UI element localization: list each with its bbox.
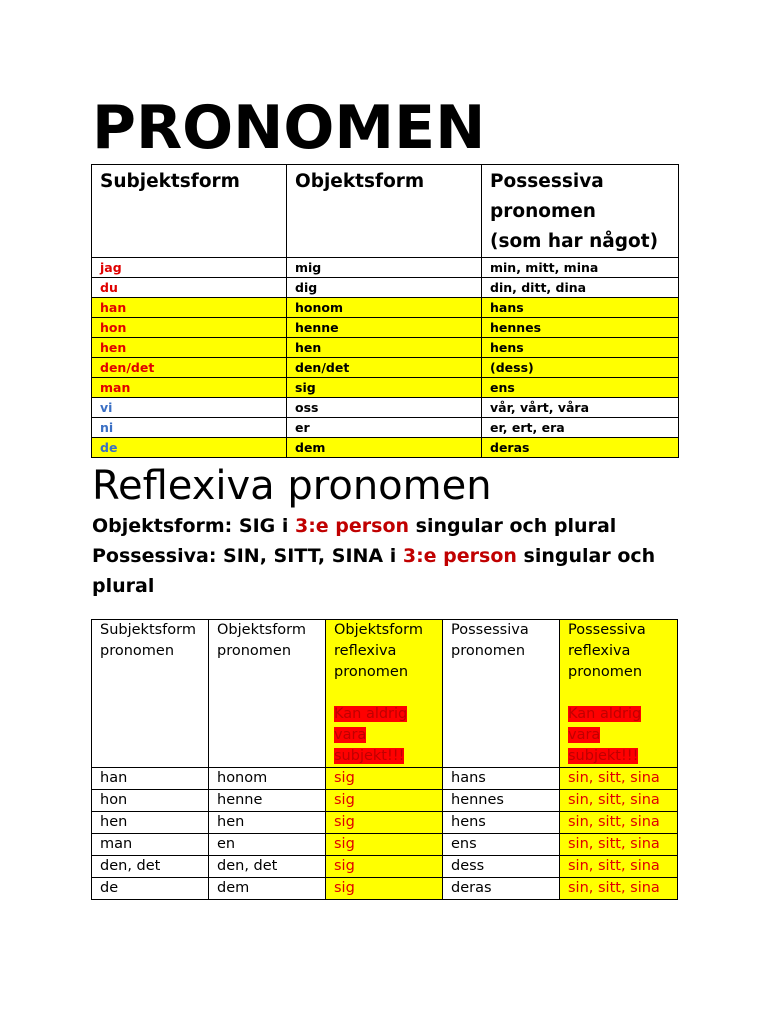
table-row (92, 856, 678, 878)
rule-text: singular och (516, 545, 656, 567)
table-row (92, 278, 679, 298)
table-row (92, 258, 679, 278)
header-possessiva-reflexiva (560, 620, 678, 768)
rule-possessiva-cont: plural (92, 575, 155, 597)
table-cell: den, det (209, 856, 326, 878)
table-cell: sin, sitt, sina (560, 790, 678, 812)
object-cell: dem (287, 438, 482, 458)
object-cell: dig (287, 278, 482, 298)
warning-badge: Kan aldrig vara subjekt!!! (334, 706, 408, 764)
table-cell: sin, sitt, sina (560, 812, 678, 834)
subject-cell: hon (92, 318, 287, 338)
header-subjektsform: Subjektsform pronomen (92, 620, 209, 768)
object-cell: mig (287, 258, 482, 278)
table-cell: hen (92, 812, 209, 834)
rule-text: Objektsform: SIG i (92, 515, 295, 537)
possessive-cell: hans (482, 298, 679, 318)
table-cell: honom (209, 768, 326, 790)
header-possessiva-label: Possessiva pronomen (490, 171, 604, 222)
table-cell: sig (326, 812, 443, 834)
subject-cell: hen (92, 338, 287, 358)
possessive-cell: er, ert, era (482, 418, 679, 438)
subject-cell: den/det (92, 358, 287, 378)
table-row (92, 834, 678, 856)
rule-highlight: 3:e person (294, 515, 410, 537)
table-cell: hen (209, 812, 326, 834)
header-label: Possessiva reflexiva pronomen (568, 622, 646, 680)
table-cell: en (209, 834, 326, 856)
pronoun-table (91, 164, 679, 458)
table-cell: sig (326, 878, 443, 900)
table-cell: henne (209, 790, 326, 812)
rule-text: singular och plural (409, 515, 617, 537)
table-cell: man (92, 834, 209, 856)
object-cell: hen (287, 338, 482, 358)
rule-text: Possessiva: SIN, SITT, SINA i (92, 545, 403, 567)
header-objektsform-reflexiva (326, 620, 443, 768)
reflexive-pronoun-table (91, 619, 678, 900)
subject-cell: jag (92, 258, 287, 278)
subject-cell: de (92, 438, 287, 458)
subject-cell: vi (92, 398, 287, 418)
header-objektsform: Objektsform pronomen (209, 620, 326, 768)
header-label: Objektsform reflexiva pronomen (334, 622, 424, 680)
warning-badge: Kan aldrig vara subjekt!!! (568, 706, 642, 764)
possessive-cell: din, ditt, dina (482, 278, 679, 298)
object-cell: honom (287, 298, 482, 318)
object-cell: er (287, 418, 482, 438)
header-possessiva (482, 165, 679, 258)
rule-highlight: 3:e person (402, 545, 517, 567)
table-row (92, 378, 679, 398)
table-cell: han (92, 768, 209, 790)
table-cell: dem (209, 878, 326, 900)
possessive-cell: hens (482, 338, 679, 358)
header-possessiva-note: (som har något) (490, 231, 659, 252)
table-cell: hans (443, 768, 560, 790)
table-cell: sig (326, 768, 443, 790)
table-row (92, 398, 679, 418)
table-cell: hennes (443, 790, 560, 812)
table-cell: de (92, 878, 209, 900)
table-cell: sin, sitt, sina (560, 768, 678, 790)
rule-possessiva (92, 541, 655, 571)
possessive-cell: (dess) (482, 358, 679, 378)
subject-cell: ni (92, 418, 287, 438)
table-cell: sig (326, 834, 443, 856)
header-possessiva: Possessiva pronomen (443, 620, 560, 768)
table-header-row (92, 165, 679, 258)
object-cell: sig (287, 378, 482, 398)
table-cell: hens (443, 812, 560, 834)
table-row (92, 438, 679, 458)
rule-objektsform (92, 511, 616, 541)
object-cell: oss (287, 398, 482, 418)
table-cell: sig (326, 790, 443, 812)
possessive-cell: vår, vårt, våra (482, 398, 679, 418)
table-row (92, 358, 679, 378)
header-objektsform: Objektsform (287, 165, 482, 258)
table-cell: sin, sitt, sina (560, 856, 678, 878)
subject-cell: han (92, 298, 287, 318)
section-title: Reflexiva pronomen (92, 463, 492, 509)
table-row (92, 418, 679, 438)
subject-cell: du (92, 278, 287, 298)
subject-cell: man (92, 378, 287, 398)
table-cell: den, det (92, 856, 209, 878)
table-cell: sig (326, 856, 443, 878)
possessive-cell: hennes (482, 318, 679, 338)
table-row (92, 812, 678, 834)
table-header-row (92, 620, 678, 768)
table-cell: ens (443, 834, 560, 856)
table-cell: dess (443, 856, 560, 878)
header-subjektsform: Subjektsform (92, 165, 287, 258)
page-title: PRONOMEN (92, 93, 486, 163)
possessive-cell: min, mitt, mina (482, 258, 679, 278)
table-row (92, 768, 678, 790)
table-row (92, 298, 679, 318)
table-row (92, 338, 679, 358)
object-cell: den/det (287, 358, 482, 378)
table-cell: sin, sitt, sina (560, 878, 678, 900)
table-cell: sin, sitt, sina (560, 834, 678, 856)
table-cell: hon (92, 790, 209, 812)
table-row (92, 790, 678, 812)
object-cell: henne (287, 318, 482, 338)
possessive-cell: ens (482, 378, 679, 398)
table-row (92, 878, 678, 900)
table-cell: deras (443, 878, 560, 900)
table-row (92, 318, 679, 338)
possessive-cell: deras (482, 438, 679, 458)
